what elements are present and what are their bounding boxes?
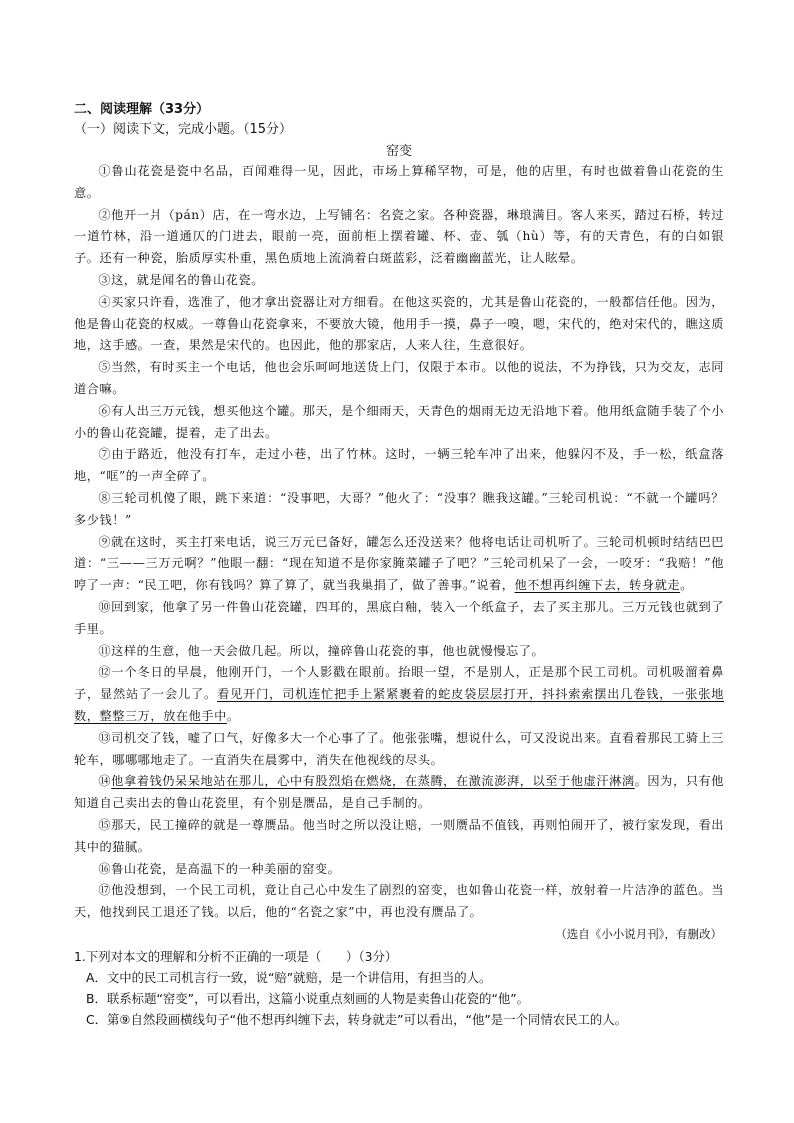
paragraph-5: ⑤当然，有时买主一个电话，他也会乐呵呵地送货上门，仅限于本市。以他的说法，不为挣钱，只为交友，志同道合嘛。 (74, 360, 724, 396)
article-body (74, 161, 724, 924)
article-title: 窑变 (385, 144, 412, 159)
underlined-sentence: 他不想再纠缠下去，转身就走 (514, 578, 681, 593)
exam-page (74, 100, 724, 1030)
underlined-sentence: 他拿着钱仍呆呆地站在那儿，心中有股烈焰在燃烧，在蒸腾，在激流澎湃，以至于他虚汗淋漓 (111, 774, 635, 789)
paragraph-7: ⑦由于路近，他没有打车，走过小巷，出了竹林。这时，一辆三轮车冲了出来，他躲闪不及，手一松，纸盒落地，“哐”的一声全碎了。 (74, 447, 724, 484)
article-source: （选自《小小说月刊》，有删改） (555, 926, 722, 941)
paragraph-11: ⑪这样的生意，他一天会做几起。所以，撞碎鲁山花瓷的事，他也就慢慢忘了。 (98, 643, 545, 658)
paragraph-12 (74, 662, 724, 727)
paragraph-4: ④买家只许看，选准了，他才拿出瓷器让对方细看。在他这买瓷的，尤其是鲁山花瓷的，一般都信任他。因为，他是鲁山花瓷的权威。一尊鲁山花瓷拿来，不要放大镜，他用手一摸，鼻子一嗅，嗯，宋代的，绝对宋代的，瞧这质地，这手感。一查，果然是宋代的。也因此，他的那家店，人来人往，生意很好。 (74, 294, 724, 353)
paragraph-8: ⑧三轮司机傻了眼，跳下来道：“没事吧，大哥？”他火了：“没事？瞧我这罐。”三轮司机说：“不就一个罐吗？多少钱！” (74, 490, 724, 527)
paragraph-text: 。 (226, 708, 240, 723)
question-1 (74, 946, 724, 1030)
paragraph-text: ⑫一个冬日的早晨，他刚开门，一个人影戳在眼前。抬眼一望，不是别人，正是那个民工司机。司机吸溜着鼻子，显然站了一会儿了。 (74, 665, 724, 702)
paragraph-16: ⑯鲁山花瓷，是高温下的一种美丽的窑变。 (98, 861, 341, 876)
paragraph-2: ②他开一爿（pán）店，在一弯水边，上写铺名：名瓷之家。各种瓷器，琳琅满目。客人来买，踏过石桥，转过一道竹林，沿一道通仄的门进去，眼前一亮，面前柜上摆着罐、杯、壶、瓠（hù）等，有的天青色，有的白如银子。还有一种瓷，胎质厚实朴重，黑色质地上流淌着白斑蓝彩，泛着幽幽蓝光，让人眩晕。 (74, 207, 724, 266)
paragraph-text: ⑨就在这时，买主打来电话，说三万元已备好，罐怎么还没送来？他将电话让司机听了。三轮司机顿时结结巴巴道：“三——三万元啊？”他眼一翻：“现在知道不是你家腌菜罐子了吧？”三轮司机呆了一会，一咬牙：“我赔！”他哼了一声：“民工吧，你有钱吗？算了算了，就当我巢捐了，做了善事。”说着， (74, 534, 724, 593)
paragraph-13: ⑬司机交了钱，嘘了口气，好像多大一个心事了了。他张张嘴，想说什么，可又没说出来。直看着那民工骑上三轮车，哪哪哪地走了。一直消失在晨雾中，消失在他视线的尽头。 (74, 730, 724, 767)
underlined-sentence: 看见开门，司机连忙把手上紧紧裹着的蛇皮袋层层打开，抖抖索索摆出几卷钱，一张张地数，整整三万，放在他手中 (74, 687, 724, 723)
paragraph-text: 。因为，只有他知道自己卖出去的鲁山花瓷里，有个别是赝品，是自己手制的。 (74, 774, 724, 811)
paragraph-1: ①鲁山花瓷是瓷中名品，百闻难得一见，因此，市场上算稀罕物，可是，他的店里，有时也做着鲁山花瓷的生意。 (74, 164, 724, 200)
paragraph-14 (74, 771, 724, 815)
option-a[interactable]: A．文中的民工司机言行一致，说“赔”就赔，是一个讲信用，有担当的人。 (86, 969, 492, 985)
paragraph-text: 。 (680, 578, 693, 593)
section-title: 二、阅读理解（33分） (74, 102, 210, 117)
paragraph-6: ⑥有人出三万元钱，想买他这个罐。那天，是个细雨天，天青色的烟雨无边无沿地下着。他用纸盒随手装了个小小的鲁山花瓷罐，提着，走了出去。 (74, 403, 724, 440)
option-b[interactable]: B．联系标题“窑变”，可以看出，这篇小说重点刻画的人物是卖鲁山花瓷的“他”。 (86, 990, 530, 1006)
paragraph-15: ⑮那天，民工撞碎的就是一尊赝品。他当时之所以没让赔，一则赝品不值钱，再则怕闹开了，被行家发现，看出其中的猫腻。 (74, 817, 724, 854)
paragraph-9 (74, 532, 724, 597)
paragraph-3: ③这，就是闻名的鲁山花瓷。 (98, 272, 264, 287)
paragraph-17: ⑰他没想到，一个民工司机，竟让自己心中发生了剧烈的窑变，也如鲁山花瓷一样，放射着一片洁净的蓝色。当天，他找到民工退还了钱。以后，他的“名瓷之家”中，再也没有赝品了。 (74, 883, 724, 920)
option-c[interactable]: C．第⑨自然段画横线句子“他不想再纠缠下去，转身就走”可以看出，“他”是一个同情农民工的人。 (86, 1011, 628, 1027)
paragraph-10: ⑩回到家，他拿了另一件鲁山花瓷罐，四耳的，黑底白釉，装入一个纸盒子，去了买主那儿。三万元钱也就到了手里。 (74, 599, 724, 636)
question-stem: 1.下列对本文的理解和分析不正确的一项是（ ）（3分） (74, 948, 398, 964)
paragraph-text: ⑭ (98, 774, 112, 789)
subsection-title: （一）阅读下文，完成小题。（15分） (74, 122, 293, 137)
